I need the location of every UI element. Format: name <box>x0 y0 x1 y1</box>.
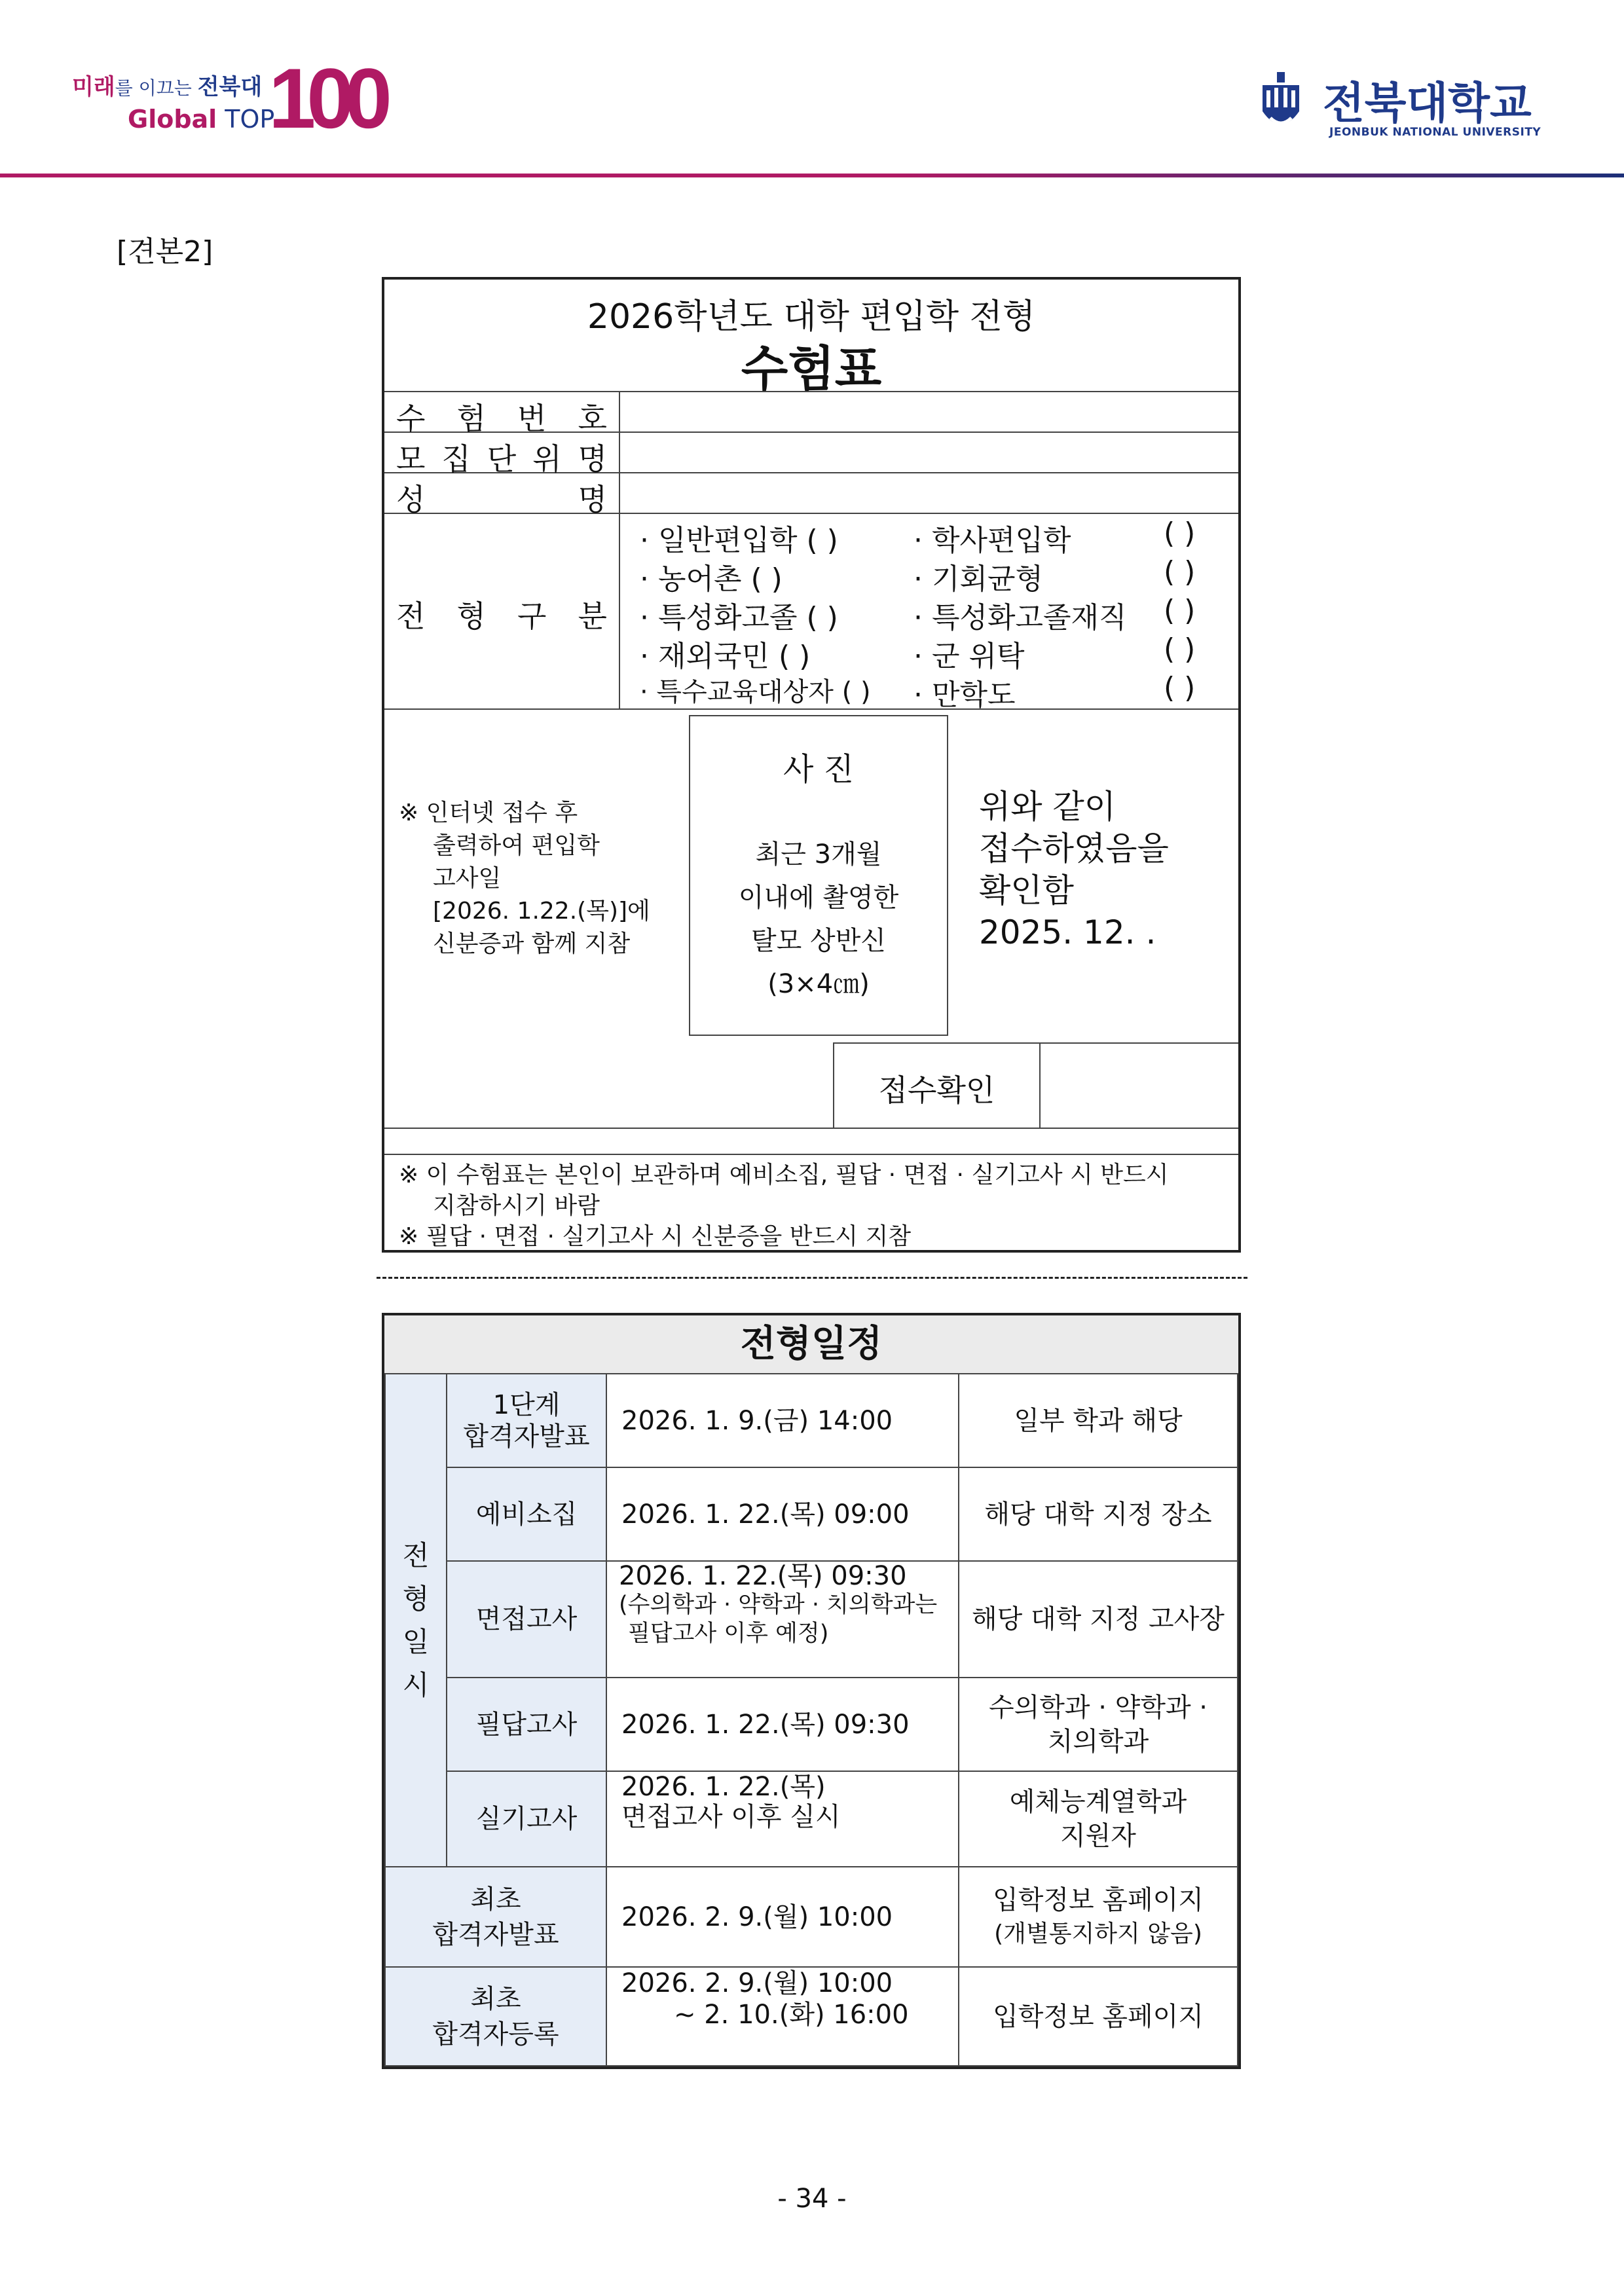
row-date-written: 2026. 1. 22.(목) 09:30 <box>606 1677 959 1772</box>
note-line: (개별통지하지 않음) <box>994 1920 1202 1947</box>
ticket-subtitle: 수험표 <box>741 341 882 397</box>
option-adult: · 만학도 <box>913 678 1016 712</box>
row-label-practical: 실기고사 <box>446 1771 607 1867</box>
option-special-ed: · 특수교육대상자 ( ) <box>640 677 871 707</box>
ticket-title: 2026학년도 대학 편입학 전형 <box>587 297 1036 337</box>
option-military: · 군 위탁 <box>913 640 1025 673</box>
university-name-ko: 전북대학교 <box>1323 78 1532 128</box>
side-char: 전 <box>402 1539 430 1571</box>
option-rural: · 농어촌 ( ) <box>640 562 783 596</box>
slogan-text <box>72 69 262 101</box>
label-char: 명 <box>578 482 607 517</box>
row-date-interview <box>606 1560 959 1678</box>
label-char: 모 <box>396 441 426 477</box>
schedule-title: 전형일정 <box>384 1315 1238 1374</box>
option-bachelor: · 학사편입학 <box>913 524 1071 557</box>
label-char: 집 <box>441 441 471 477</box>
receipt-label: 접수확인 <box>878 1073 995 1108</box>
row-note-stage1: 일부 학과 해당 <box>958 1373 1238 1468</box>
confirm-line: 확인함 <box>979 872 1074 909</box>
row-note-practical <box>958 1771 1238 1867</box>
option-vocational-employed: · 특성화고졸재직 <box>913 601 1127 634</box>
row-date-final-register <box>606 1966 959 2066</box>
row-label-final-announce <box>384 1866 607 1968</box>
university-logo <box>1257 65 1552 144</box>
sample-label: [견본2] <box>117 235 213 268</box>
label-line: 합격자발표 <box>432 1919 559 1950</box>
photo-title: 사 진 <box>783 751 854 788</box>
label-line: 1단계 <box>492 1389 561 1420</box>
side-char: 형 <box>402 1582 430 1615</box>
label-line: 최초 <box>470 1983 521 2014</box>
photo-box <box>689 715 948 1036</box>
crest-icon <box>1257 72 1304 138</box>
photo-line: 이내에 촬영한 <box>738 883 899 913</box>
row-label-interview: 면접고사 <box>446 1560 607 1678</box>
row-note-final-announce <box>958 1866 1238 1968</box>
row-date-stage1: 2026. 1. 9.(금) 14:00 <box>606 1373 959 1468</box>
label-char: 단 <box>487 441 517 477</box>
date-line: 면접고사 이후 실시 <box>621 1802 841 1832</box>
row-note-interview: 해당 대학 지정 고사장 <box>958 1560 1238 1678</box>
note-line: 수의학과 · 약학과 · <box>988 1692 1208 1723</box>
photo-instructions <box>690 833 947 1006</box>
notice-line: ※ 인터넷 접수 후 <box>399 799 578 826</box>
university-name-en: JEONBUK NATIONAL UNIVERSITY <box>1329 126 1541 139</box>
date-line: 2026. 1. 22.(목) 09:30 <box>619 1561 907 1591</box>
notice-line: 고사일 <box>433 865 502 892</box>
row-note-final-register: 입학정보 홈페이지 <box>958 1966 1238 2066</box>
label-char: 구 <box>517 598 547 634</box>
label-line: 합격자등록 <box>432 2019 559 2049</box>
label-char: 호 <box>578 401 607 436</box>
notice-line: [2026. 1.22.(목)]에 <box>433 898 650 925</box>
date-line: 2026. 2. 9.(월) 10:00 <box>621 1968 893 1998</box>
row-note-orientation: 해당 대학 지정 장소 <box>958 1467 1238 1562</box>
schedule-side-label <box>384 1373 447 1867</box>
label-char: 명 <box>578 441 607 477</box>
photo-line: 탈모 상반신 <box>751 926 886 956</box>
row-label-final-register <box>384 1966 607 2066</box>
slogan-part: 전북대 <box>197 74 263 100</box>
note-line: ※ 이 수험표는 본인이 보관하며 예비소집, 필답 · 면접 · 실기고사 시 반드시 <box>399 1162 1169 1188</box>
photo-line: (3×4㎝) <box>767 969 870 999</box>
confirmation-text <box>979 786 1169 953</box>
notice-line: 출력하여 편입학 <box>433 832 600 859</box>
row-divider <box>384 1154 1238 1155</box>
receipt-mid-line <box>1039 1042 1041 1128</box>
label-char: 수 <box>396 401 426 436</box>
category-label <box>396 593 607 636</box>
exam-number-label <box>396 395 607 438</box>
global-word: Global <box>128 105 217 134</box>
label-char: 번 <box>517 401 547 436</box>
row-date-orientation: 2026. 1. 22.(목) 09:00 <box>606 1467 959 1562</box>
row-divider <box>384 391 1238 392</box>
hundred-logo: 100 <box>268 50 383 146</box>
side-char: 일 <box>402 1625 430 1658</box>
date-line: 필답고사 이후 예정) <box>628 1621 829 1647</box>
row-divider <box>384 1128 1238 1129</box>
note-line: ※ 필답 · 면접 · 실기고사 시 신분증을 반드시 지참 <box>399 1223 912 1250</box>
bottom-notes <box>399 1160 1169 1252</box>
row-label-written: 필답고사 <box>446 1677 607 1772</box>
unit-label <box>396 435 607 479</box>
label-char: 분 <box>578 598 607 634</box>
label-line: 합격자발표 <box>463 1421 590 1452</box>
side-char: 시 <box>402 1668 430 1701</box>
receipt-top-line <box>833 1042 1238 1044</box>
option-paren: ( ) <box>1164 633 1196 666</box>
date-line: 2026. 1. 22.(목) <box>621 1772 826 1802</box>
option-paren: ( ) <box>1164 555 1196 589</box>
page-number: - 34 - <box>777 2184 847 2214</box>
row-label-stage1 <box>446 1373 607 1468</box>
top-word: TOP <box>217 105 275 134</box>
note-line: 예체능계열학과 <box>1009 1787 1187 1817</box>
confirm-line: 접수하였음을 <box>979 830 1169 868</box>
label-line: 최초 <box>470 1884 521 1915</box>
name-label <box>396 476 607 519</box>
row-label-orientation: 예비소집 <box>446 1467 607 1562</box>
option-overseas: · 재외국민 ( ) <box>640 640 811 673</box>
note-line: 치의학과 <box>1047 1726 1149 1757</box>
label-char: 형 <box>456 598 486 634</box>
note-line: 지참하시기 바람 <box>433 1192 600 1219</box>
label-char: 전 <box>396 598 426 634</box>
option-vocational: · 특성화고졸 ( ) <box>640 601 838 634</box>
note-line: 입학정보 홈페이지 <box>993 1884 1204 1915</box>
option-paren: ( ) <box>1164 671 1196 705</box>
notice-line: 신분증과 함께 지참 <box>433 930 631 957</box>
internet-notice <box>399 797 650 961</box>
row-divider <box>384 708 1238 710</box>
admission-ticket <box>382 277 1241 1253</box>
confirm-line: 2025. 12. . <box>979 913 1156 951</box>
date-line: ~ 2. 10.(화) 16:00 <box>674 2000 909 2030</box>
option-paren: ( ) <box>1164 517 1196 550</box>
label-char: 성 <box>396 482 426 517</box>
option-general: · 일반편입학 ( ) <box>640 524 838 557</box>
option-paren: ( ) <box>1164 594 1196 627</box>
option-balance: · 기회균형 <box>913 562 1043 596</box>
photo-line: 최근 3개월 <box>755 839 882 870</box>
slogan-logo <box>72 50 413 146</box>
row-note-written <box>958 1677 1238 1772</box>
row-date-practical <box>606 1771 959 1867</box>
slogan-part: 미래 <box>72 74 115 100</box>
schedule-table <box>382 1313 1241 2069</box>
confirm-line: 위와 같이 <box>979 788 1116 826</box>
row-date-final-announce: 2026. 2. 9.(월) 10:00 <box>606 1866 959 1968</box>
date-line: (수의학과 · 약학과 · 치의학과는 <box>619 1592 938 1618</box>
global-top-text <box>128 105 274 134</box>
header-divider <box>0 174 1624 177</box>
note-line: 지원자 <box>1060 1821 1136 1851</box>
label-char: 위 <box>532 441 562 477</box>
col-divider <box>619 391 620 708</box>
slogan-part: 를 이끄는 <box>115 77 198 99</box>
label-char: 험 <box>456 401 486 436</box>
cut-line <box>377 1277 1247 1279</box>
